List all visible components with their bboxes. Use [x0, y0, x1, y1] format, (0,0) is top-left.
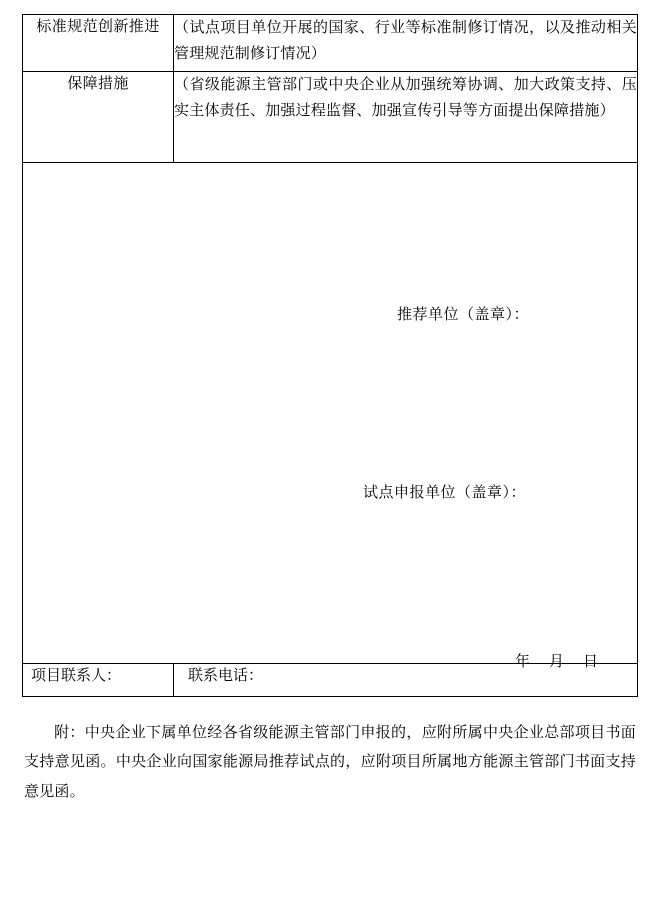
table-row-signature [23, 163, 638, 664]
signature-area[interactable] [23, 163, 638, 670]
contact-person-label[interactable]: 项目联系人： [23, 664, 174, 697]
date-month-label: 月 [549, 654, 566, 670]
recommend-unit-seal-label: 推荐单位（盖章）： [397, 307, 530, 323]
signature-inner [23, 163, 637, 670]
apply-unit-seal-label: 试点申报单位（盖章）： [363, 485, 527, 501]
table-row [23, 15, 638, 72]
footer-note [22, 719, 638, 807]
application-form-table [22, 14, 638, 697]
row-content-standard[interactable]: （试点项目单位开展的国家、行业等标准制修订情况，以及推动相关管理规范制修订情况） [174, 15, 638, 72]
date-day-label: 日 [583, 654, 600, 670]
row-content-measures[interactable]: （省级能源主管部门或中央企业从加强统筹协调、加大政策支持、压实主体责任、加强过程监督、加强宣传引导等方面提出保障措施） [174, 72, 638, 163]
contact-phone-label[interactable]: 联系电话： [174, 664, 638, 697]
row-label-measures: 保障措施 [23, 72, 174, 163]
date-line [515, 650, 599, 671]
date-year-label: 年 [515, 654, 532, 670]
footer-note-text: 附：中央企业下属单位经各省级能源主管部门申报的，应附所属中央企业总部项目书面支持意见函。中央企业向国家能源局推荐试点的，应附项目所属地方能源主管部门书面支持意见函。 [24, 725, 636, 800]
row-label-standard: 标准规范创新推进 [23, 15, 174, 72]
table-row [23, 72, 638, 163]
